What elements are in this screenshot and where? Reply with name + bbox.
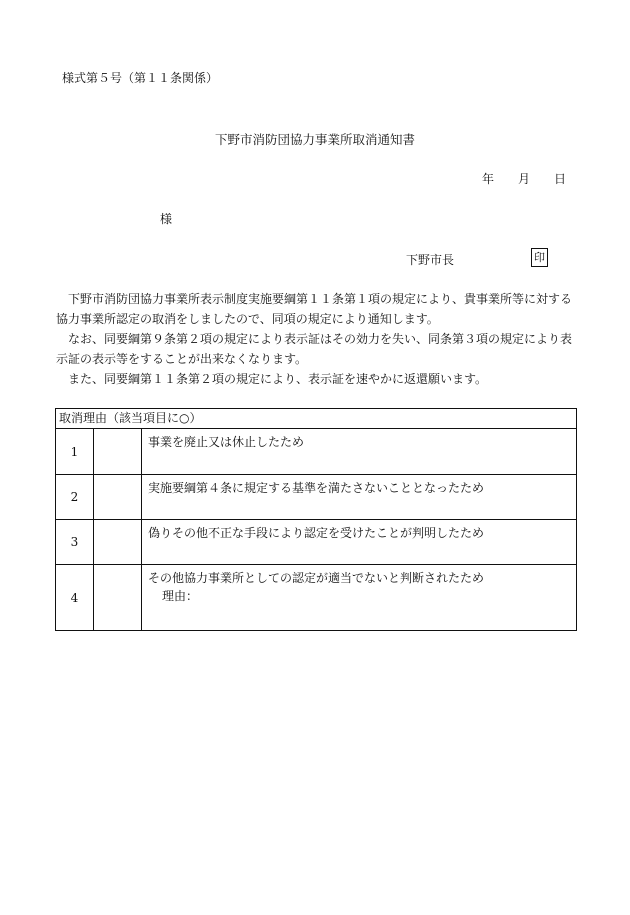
form-number: 様式第５号（第１１条関係）	[62, 71, 219, 85]
paragraph: 下野市消防団協力事業所表示制度実施要綱第１１条第１項の規定により、貴事業所等に対する協力事業所認定の取消をしましたので、同項の規定により通知します。	[56, 292, 573, 326]
body-text	[56, 289, 580, 389]
reason-text: 事業を廃止又は休止したため	[142, 429, 577, 475]
issuer: 下野市長	[406, 253, 455, 267]
reason-text-cell	[142, 565, 577, 631]
reason-text: 偽りその他不正な手段により認定を受けたことが判明したため	[142, 520, 577, 565]
date-day: 日	[554, 172, 567, 186]
date-year: 年	[482, 172, 495, 186]
table-row	[56, 520, 577, 565]
document-title: 下野市消防団協力事業所取消通知書	[214, 132, 415, 147]
table-row	[56, 565, 577, 631]
row-number: 1	[56, 429, 94, 475]
table-row	[56, 475, 577, 520]
reason-text: 実施要綱第４条に規定する基準を満たさないこととなったため	[142, 475, 577, 520]
addressee: 様	[160, 212, 173, 226]
seal-box: 印	[531, 248, 548, 267]
row-number: 3	[56, 520, 94, 565]
reason-detail-label: 理由：	[162, 589, 199, 603]
check-cell[interactable]	[94, 429, 142, 475]
check-cell[interactable]	[94, 520, 142, 565]
table-row	[56, 429, 577, 475]
date-month: 月	[518, 172, 531, 186]
reasons-header: 取消理由（該当項目に○）	[56, 409, 577, 429]
row-number: 2	[56, 475, 94, 520]
paragraph: また、同要綱第１１条第２項の規定により、表示証を速やかに返還願います。	[68, 372, 488, 386]
paragraph: なお、同要綱第９条第２項の規定により表示証はその効力を失い、同条第３項の規定により表示証の表示等をすることが出来なくなります。	[56, 332, 573, 366]
row-number: 4	[56, 565, 94, 631]
reason-text: その他協力事業所としての認定が適当でないと判断されたため	[148, 571, 485, 585]
check-cell[interactable]	[94, 565, 142, 631]
date-line	[482, 170, 566, 187]
check-cell[interactable]	[94, 475, 142, 520]
reasons-table	[55, 408, 577, 631]
